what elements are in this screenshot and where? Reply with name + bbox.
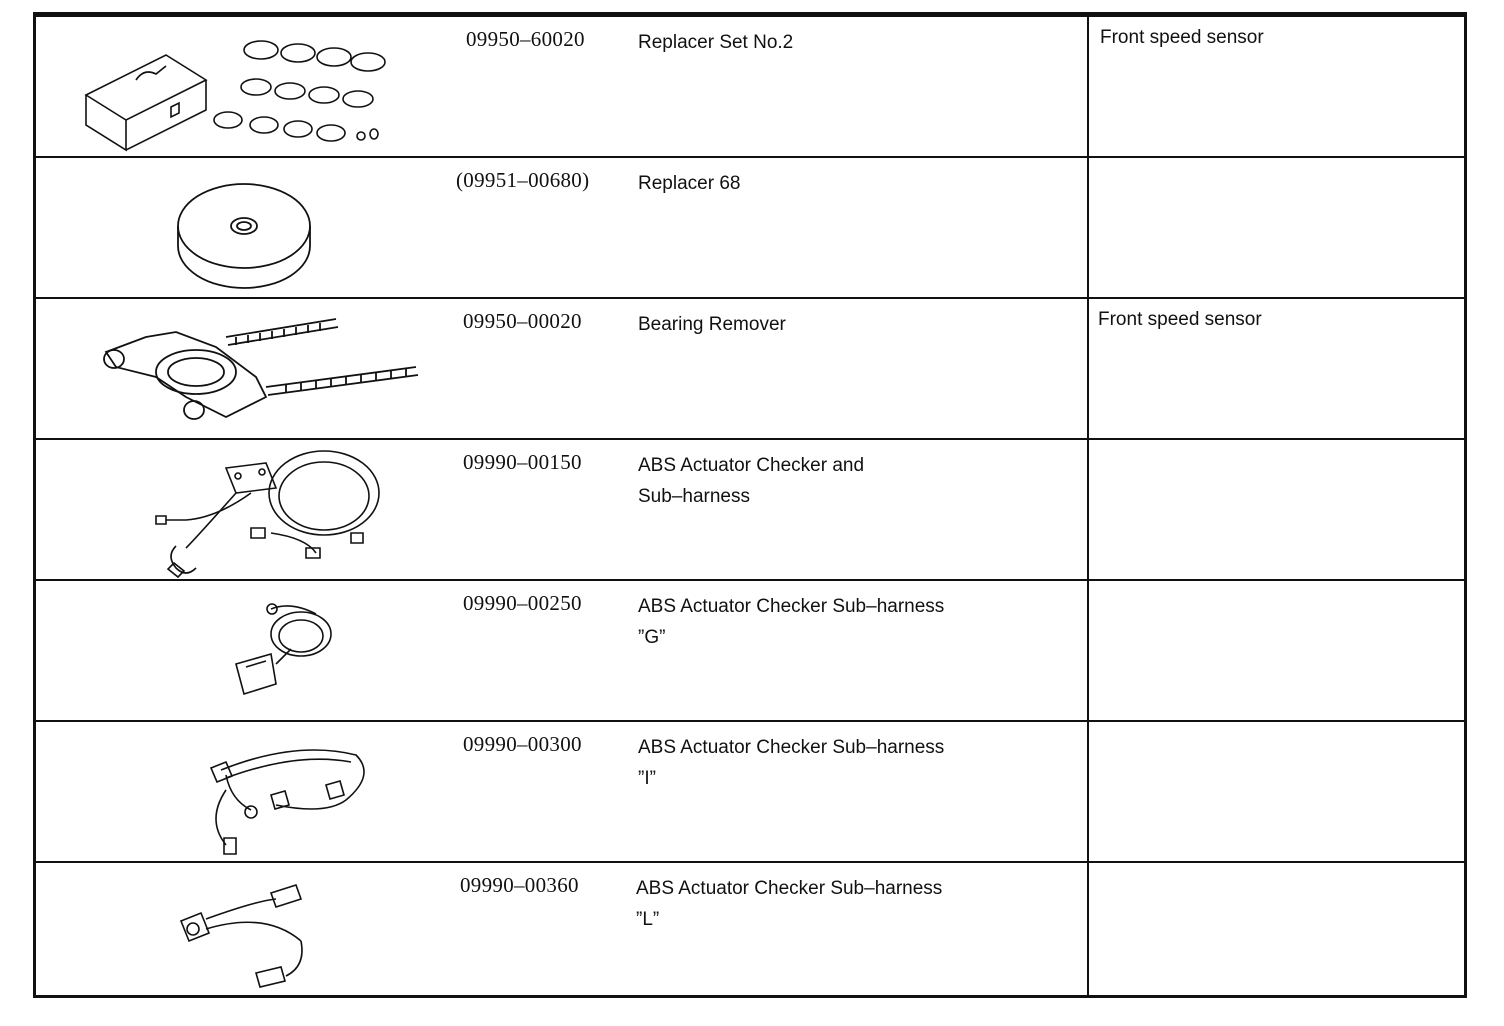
tool-name-line1: ABS Actuator Checker and [638, 455, 865, 476]
tool-name [638, 27, 1058, 58]
tool-name [636, 873, 1056, 935]
special-service-tools-table [33, 12, 1467, 998]
sub-harness-l-icon [76, 871, 396, 996]
replacer-set-icon [76, 25, 396, 150]
usage-note: Front speed sensor [1100, 27, 1264, 48]
replacer-disc-icon [76, 166, 396, 291]
table-row [36, 861, 1464, 998]
part-number: 09990–00250 [463, 591, 582, 615]
tool-name [638, 168, 1058, 199]
tool-name [638, 732, 1058, 794]
table-row [36, 15, 1464, 156]
bearing-remover-icon [76, 307, 396, 432]
tool-name-line1: ABS Actuator Checker Sub–harness [638, 737, 945, 758]
sub-harness-i-icon [76, 730, 396, 855]
part-number: (09951–00680) [456, 168, 590, 192]
tool-name-line1: Replacer 68 [638, 173, 741, 194]
tool-name [638, 309, 1058, 340]
part-number: 09950–60020 [466, 27, 585, 51]
sub-harness-g-icon [76, 589, 396, 714]
tool-name-line1: ABS Actuator Checker Sub–harness [638, 596, 945, 617]
tool-name-line1: ABS Actuator Checker Sub–harness [636, 878, 943, 899]
table-row [36, 579, 1464, 720]
tool-name-line2: ”G” [638, 627, 666, 648]
table-row [36, 156, 1464, 297]
part-number: 09990–00360 [460, 873, 579, 897]
tool-name [638, 450, 1058, 512]
checker-harness-icon [76, 448, 396, 573]
tool-name-line2: ”L” [636, 909, 660, 930]
tool-name-line2: Sub–harness [638, 486, 750, 507]
part-number: 09990–00300 [463, 732, 582, 756]
tool-name-line1: Bearing Remover [638, 314, 786, 335]
table-row [36, 720, 1464, 861]
tool-name-line1: Replacer Set No.2 [638, 32, 794, 53]
table-row [36, 438, 1464, 579]
part-number: 09990–00150 [463, 450, 582, 474]
tool-name [638, 591, 1058, 653]
usage-note: Front speed sensor [1098, 309, 1262, 330]
tool-name-line2: ”I” [638, 768, 656, 789]
part-number: 09950–00020 [463, 309, 582, 333]
table-row [36, 297, 1464, 438]
